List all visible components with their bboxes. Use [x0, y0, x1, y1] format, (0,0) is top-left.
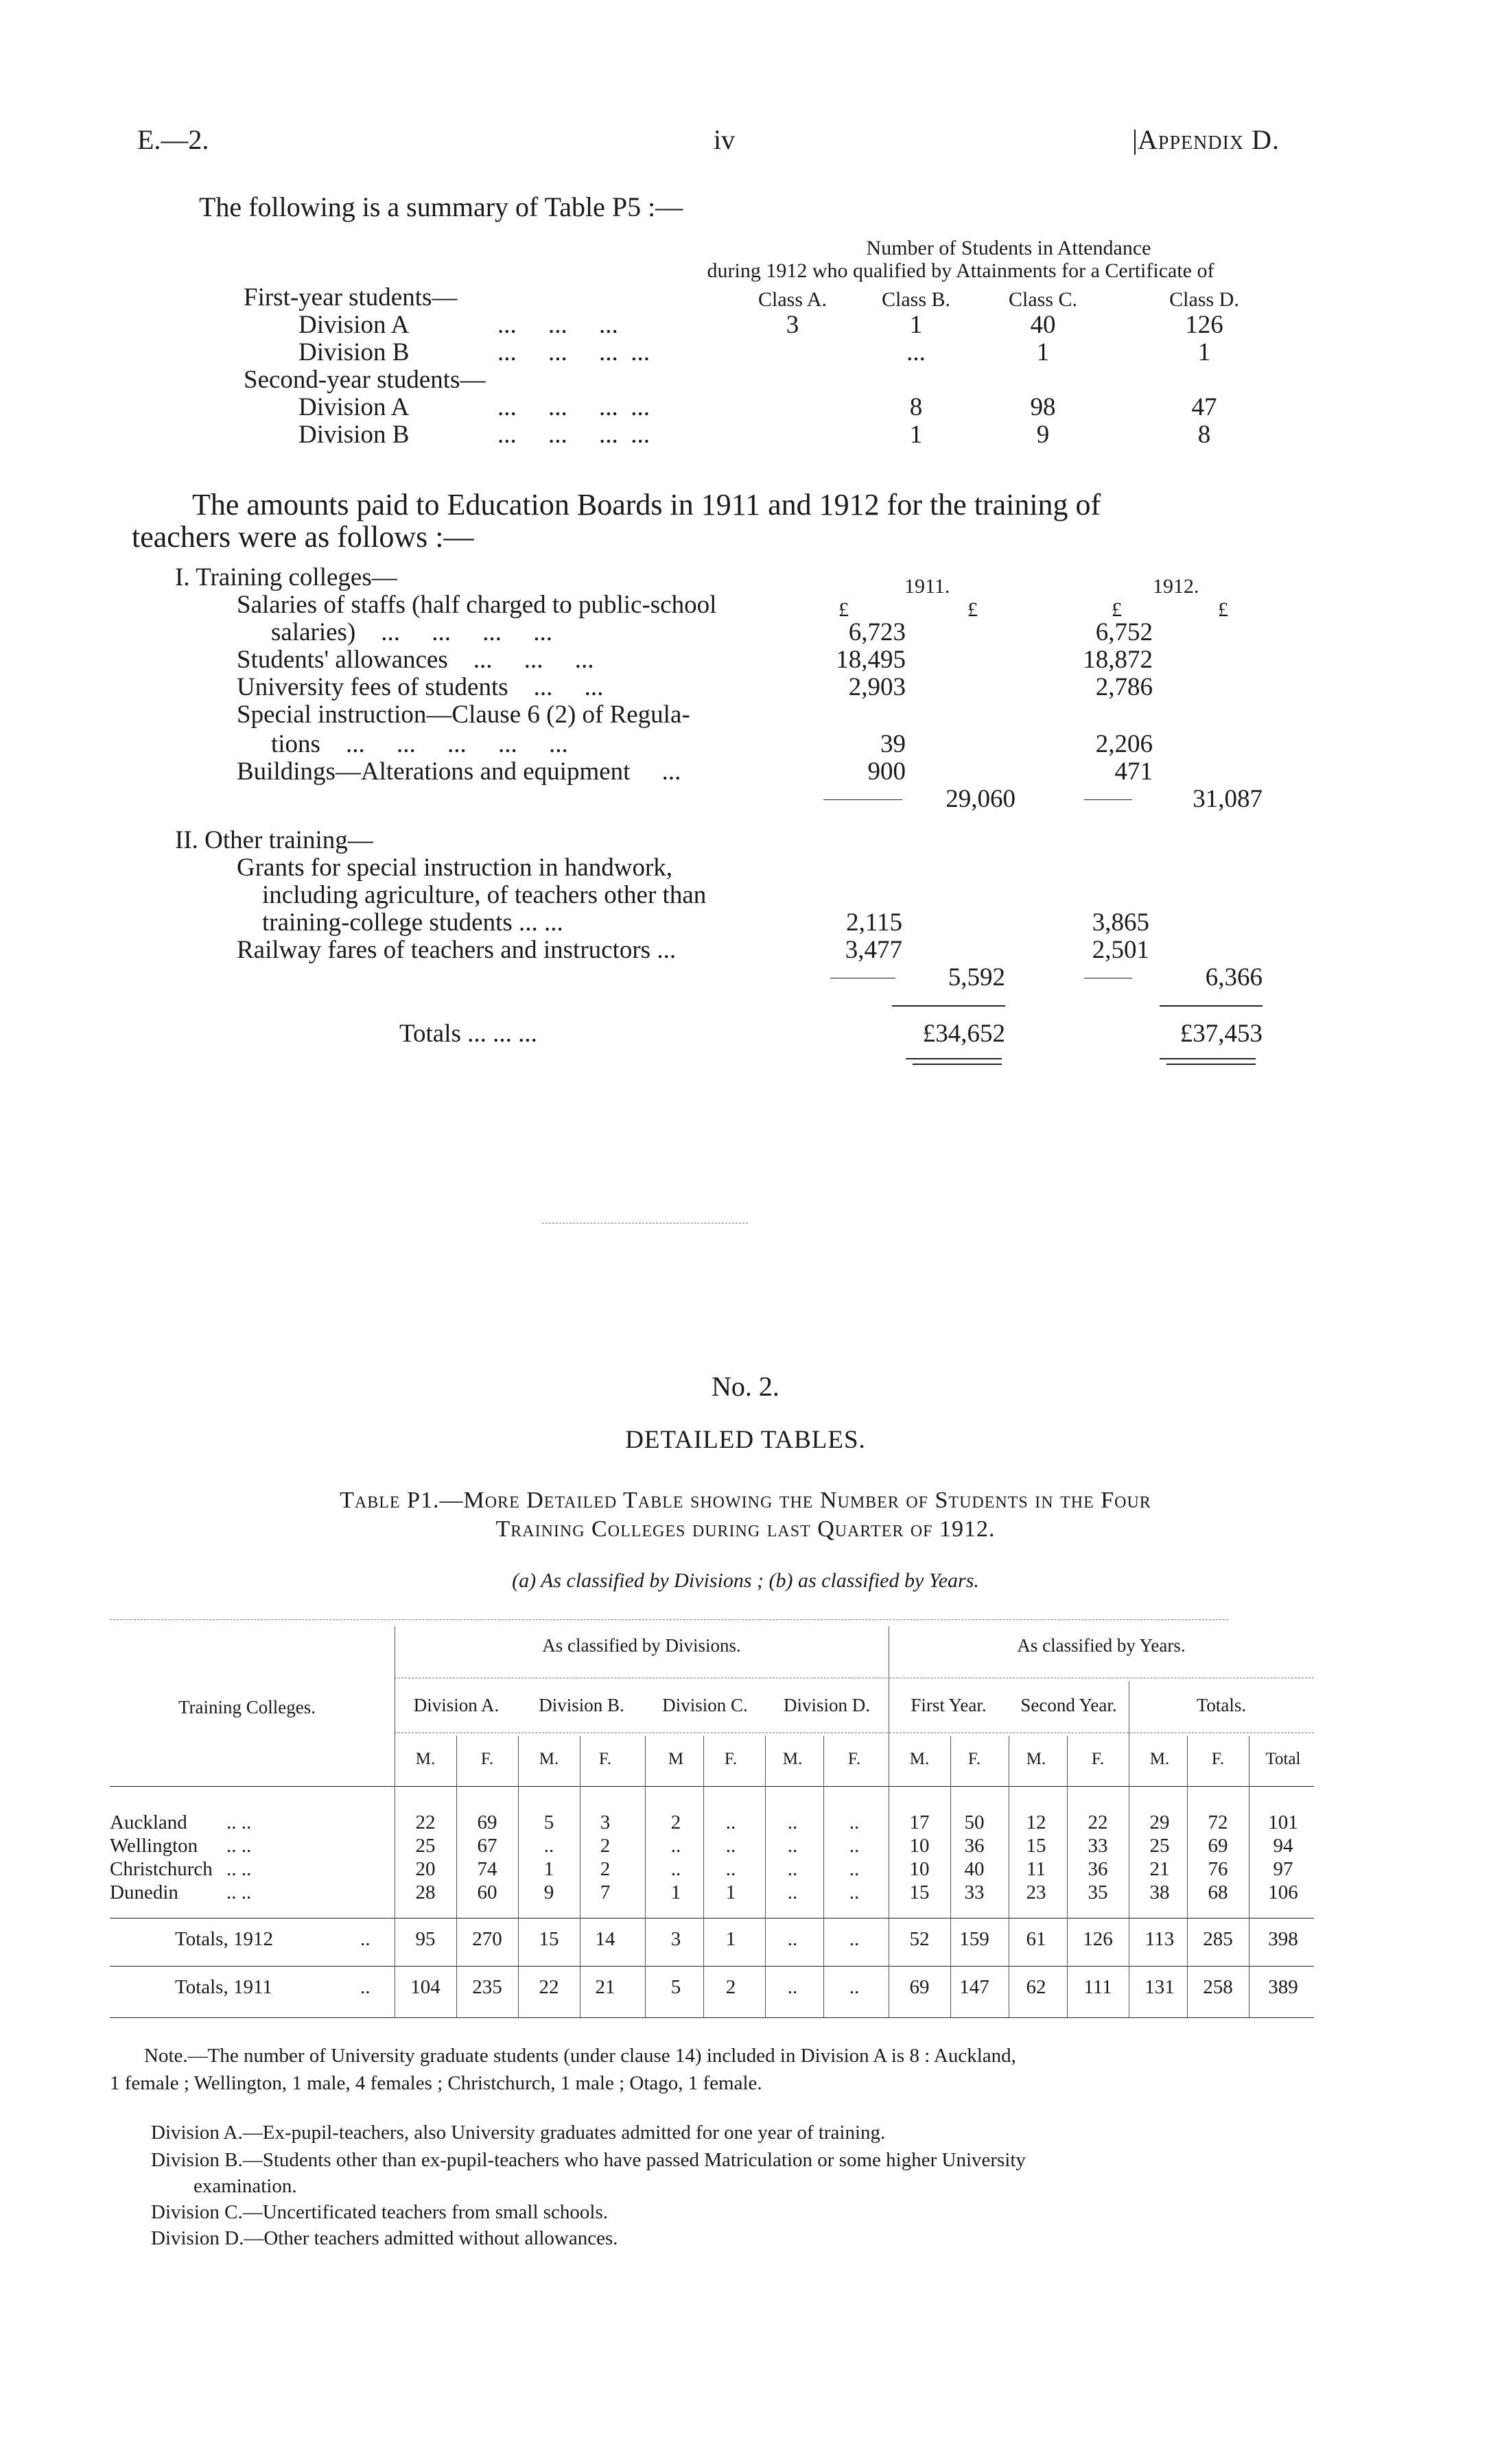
year-1911: 1911. [904, 575, 950, 598]
totals-cell: .. [849, 1976, 860, 1998]
totals-cell: 2 [725, 1976, 736, 1998]
totals-rule-a2 [913, 1064, 1002, 1065]
table-cell: .. [543, 1835, 554, 1857]
sex-header: F. [724, 1750, 738, 1768]
table-cell: .. [849, 1811, 860, 1833]
table-subtitle: (a) As classified by Divisions ; (b) as classified by Years. [512, 1569, 979, 1592]
page-number: iv [714, 124, 736, 155]
college-item-label: Students' allowances ... ... ... [237, 646, 594, 674]
pound-3: £ [1112, 598, 1122, 621]
grants-line-1: Grants for special instruction in handwork, [237, 854, 673, 882]
totals-cell: 15 [539, 1928, 559, 1950]
row-dots: .. .. [226, 1881, 252, 1903]
table-cell: .. [725, 1858, 736, 1880]
sex-header: F. [967, 1750, 981, 1768]
page-ref: E.—2. [137, 124, 209, 155]
sex-header: M. [415, 1750, 436, 1768]
table-cell: 15 [1026, 1835, 1046, 1857]
def-division-b: Division B.—Students other than ex-pupil-teachers who have passed Matriculation or some higher University [151, 2149, 1026, 2171]
def-division-b-cont: examination. [193, 2175, 297, 2197]
subgroup-header: Totals. [1196, 1695, 1247, 1715]
college-item-label: University fees of students ... ... [237, 673, 604, 701]
sex-header: F. [1091, 1750, 1105, 1768]
college-item-1912: 471 [1114, 758, 1153, 786]
table-cell: 5 [543, 1811, 554, 1833]
table-cell: 23 [1026, 1881, 1046, 1903]
summary-row-dots: ... ... ... ... [497, 338, 650, 366]
note-line-2: 1 female ; Wellington, 1 male, 4 females ; Christchurch, 1 male ; Otago, 1 female. [110, 2072, 762, 2094]
totals-cell: .. [787, 1928, 798, 1950]
table-cell: 94 [1273, 1835, 1293, 1857]
sex-header: M. [1149, 1750, 1170, 1768]
college-item-1911: 39 [880, 730, 906, 758]
table-cell: .. [670, 1835, 681, 1857]
row-dots: .. [360, 1976, 371, 1998]
summary-cell: 1 [909, 421, 923, 449]
college-item-label: Special instruction—Clause 6 (2) of Regula- [237, 701, 690, 729]
railway-fares: Railway fares of teachers and instructors ... [237, 936, 677, 964]
table-cell: .. [725, 1835, 736, 1857]
table-cell: 22 [1088, 1811, 1108, 1833]
totals-cell: 52 [909, 1928, 930, 1950]
summary-row-label: First-year students— [244, 283, 458, 312]
college-item-1911: 6,723 [848, 618, 906, 646]
table-cell: .. [787, 1835, 798, 1857]
totals-cell: 69 [909, 1976, 930, 1998]
row-dots: .. .. [226, 1858, 252, 1880]
summary-cell: 1 [1036, 338, 1050, 366]
totals-1912: £37,453 [1179, 1020, 1263, 1048]
sex-header: F. [480, 1750, 494, 1768]
sex-header: M. [1026, 1750, 1046, 1768]
table-cell: 69 [1208, 1835, 1228, 1857]
table-cell: 40 [964, 1858, 985, 1880]
table-cell: .. [849, 1835, 860, 1857]
totals-rule-a1 [906, 1058, 1002, 1059]
section-training-colleges: I. Training colleges— [175, 563, 397, 591]
totals-cell: 22 [539, 1976, 559, 1998]
table-cell: 74 [477, 1858, 497, 1880]
totals-cell: 5 [670, 1976, 681, 1998]
table-cell: 36 [964, 1835, 985, 1857]
totals-rule-top-a [892, 1005, 1005, 1007]
table-cell: 106 [1268, 1881, 1298, 1903]
amounts-intro-2: teachers were as follows :— [132, 520, 474, 554]
table-cell: 3 [600, 1811, 611, 1833]
row-dots: .. .. [226, 1835, 252, 1857]
table-cell: 2 [600, 1858, 611, 1880]
subgroup-header: Division B. [539, 1695, 624, 1715]
grants-line-2: including agriculture, of teachers other than [262, 881, 707, 909]
sec1-total-1911: 29,060 [946, 785, 1015, 813]
table-cell: 17 [909, 1811, 930, 1833]
col-rule [645, 1736, 646, 2017]
sex-header: F. [847, 1750, 861, 1768]
col-rule [1187, 1736, 1188, 2017]
table-cell: .. [787, 1858, 798, 1880]
table-cell: 1 [543, 1858, 554, 1880]
summary-cell: 8 [909, 393, 923, 421]
note-line-1: Note.—The number of University graduate students (under clause 14) included in Division A is 8 : Auckland, [144, 2045, 1016, 2067]
totals-cell: 14 [595, 1928, 615, 1950]
body-bottom-rule [110, 1918, 1314, 1919]
table-cell: 69 [477, 1811, 497, 1833]
table-bottom-rule [110, 2017, 1314, 2018]
table-cell: .. [787, 1881, 798, 1903]
totals-cell: 113 [1144, 1928, 1175, 1950]
sec1-rule-b [1084, 799, 1132, 800]
totals-label: Totals ... ... ... [399, 1020, 537, 1048]
subgroup-header: First Year. [911, 1695, 987, 1715]
section-number: No. 2. [712, 1371, 779, 1402]
summary-cell: 9 [1036, 421, 1050, 449]
table-cell: 22 [415, 1811, 436, 1833]
table-cell: 67 [477, 1835, 497, 1857]
totals-cell: 104 [410, 1976, 441, 1998]
subgroup-header: Second Year. [1020, 1695, 1117, 1715]
totals-name: Totals, 1911 [175, 1976, 272, 1998]
subgroup-header: Division A. [413, 1695, 500, 1715]
totals-cell: 147 [959, 1976, 989, 1998]
totals-cell: .. [849, 1928, 860, 1950]
summary-row-dots: ... ... ... ... [497, 421, 650, 449]
table-cell: 12 [1026, 1811, 1046, 1833]
summary-row-label: Division A [298, 311, 410, 339]
summary-row-label: Division A [298, 393, 410, 421]
table-cell: .. [787, 1811, 798, 1833]
table-cell: 9 [543, 1881, 554, 1903]
summary-cell: 98 [1030, 393, 1056, 421]
summary-head-1: Number of Students in Attendance [866, 237, 1151, 259]
railway-1912: 2,501 [1092, 936, 1149, 964]
table-cell: 60 [477, 1881, 497, 1903]
table-cell: 33 [1088, 1835, 1108, 1857]
table-cell: 38 [1149, 1881, 1170, 1903]
summary-cell: 3 [786, 311, 799, 339]
table-title-2: Training Colleges during last Quarter of 1912. [495, 1516, 996, 1542]
sec2-total-1911: 5,592 [948, 963, 1005, 992]
totals-name: Totals, 1912 [175, 1928, 273, 1950]
def-division-a: Division A.—Ex-pupil-teachers, also University graduates admitted for one year of training. [151, 2122, 886, 2144]
table-title-1: Table P1.—More Detailed Table showing the Number of Students in the Four [340, 1488, 1151, 1513]
appendix-text: Appendix D. [1138, 124, 1280, 155]
detailed-title: DETAILED TABLES. [625, 1426, 866, 1454]
table-cell: 25 [415, 1835, 436, 1857]
table-cell: 10 [909, 1858, 930, 1880]
section-other-training: II. Other training— [175, 826, 373, 854]
table-cell: 68 [1208, 1881, 1228, 1903]
class-a-header: Class A. [758, 288, 827, 311]
college-name: Wellington [110, 1835, 198, 1857]
summary-row-label: Division B [298, 421, 410, 449]
summary-row-dots: ... ... ... [497, 311, 618, 339]
sex-header: M [668, 1750, 684, 1768]
college-item-1912: 6,752 [1095, 618, 1153, 646]
totals-cell: 258 [1203, 1976, 1233, 1998]
subgroup-header: Division D. [783, 1695, 870, 1715]
summary-cell: 40 [1030, 311, 1056, 339]
training-colleges-header: Training Colleges. [178, 1697, 316, 1717]
summary-cell: 8 [1197, 421, 1211, 449]
totals-rule-b1 [1160, 1058, 1256, 1059]
summary-cell: 1 [909, 311, 923, 339]
sex-header: M. [782, 1750, 803, 1768]
college-item-label: Buildings—Alterations and equipment ... [237, 758, 681, 786]
row-dots: .. .. [226, 1811, 252, 1833]
amounts-intro-1: The amounts paid to Education Boards in 1911 and 1912 for the training of [192, 488, 1101, 521]
class-c-header: Class C. [1008, 288, 1078, 311]
table-cell: 15 [909, 1881, 930, 1903]
totals-cell: 389 [1268, 1976, 1298, 1998]
def-division-d: Division D.—Other teachers admitted without allowances. [151, 2227, 618, 2249]
table-cell: 1 [670, 1881, 681, 1903]
table-cell: 50 [964, 1811, 985, 1833]
table-cell: .. [849, 1858, 860, 1880]
grants-1911: 2,115 [846, 908, 902, 937]
summary-row-label: Second-year students— [244, 366, 486, 394]
totals-cell: 270 [472, 1928, 502, 1950]
col-rule [1067, 1736, 1068, 2017]
college-item-label: Salaries of staffs (half charged to public-school [237, 591, 717, 619]
totals-cell: 111 [1083, 1976, 1112, 1998]
def-division-c: Division C.—Uncertificated teachers from small schools. [151, 2201, 609, 2223]
table-cell: 97 [1273, 1858, 1293, 1880]
sec1-rule-a [823, 799, 902, 800]
summary-cell: 47 [1191, 393, 1217, 421]
totals-rule-top-b [1160, 1005, 1263, 1007]
class-b-header: Class B. [881, 288, 951, 311]
grants-line-3: training-college students ... ... [262, 908, 563, 937]
totals-cell: 131 [1144, 1976, 1175, 1998]
summary-row-label: Division B [298, 338, 410, 366]
grants-1912: 3,865 [1092, 908, 1149, 937]
totals-cell: 1 [725, 1928, 736, 1950]
table-cell: 33 [964, 1881, 985, 1903]
totals-cell: 159 [959, 1928, 989, 1950]
college-name: Dunedin [110, 1881, 178, 1903]
appendix-label: |Appendix D. [1132, 124, 1280, 155]
table-cell: 101 [1268, 1811, 1298, 1833]
table-cell: .. [725, 1811, 736, 1833]
summary-cell: 126 [1185, 311, 1223, 339]
sex-header: M. [539, 1750, 559, 1768]
college-name: Auckland [110, 1811, 187, 1833]
table-cell: 76 [1208, 1858, 1228, 1880]
railway-1911: 3,477 [845, 936, 902, 964]
table-cell: 36 [1088, 1858, 1108, 1880]
col-rule [456, 1736, 457, 2017]
college-item-label-cont: tions ... ... ... ... ... [271, 730, 568, 758]
table-cell: .. [849, 1881, 860, 1903]
table-cell: 28 [415, 1881, 436, 1903]
table-cell: 20 [415, 1858, 436, 1880]
totals-cell: 3 [670, 1928, 681, 1950]
sex-header: M. [909, 1750, 930, 1768]
totals-rule-b2 [1166, 1064, 1256, 1065]
header-bottom-rule [110, 1786, 1314, 1787]
pound-1: £ [838, 598, 849, 621]
sex-header: F. [1211, 1750, 1225, 1768]
col-rule [823, 1736, 824, 2017]
table-cell: 29 [1149, 1811, 1170, 1833]
college-item-1912: 18,872 [1083, 646, 1153, 674]
table-cell: .. [670, 1858, 681, 1880]
sec2-total-1912: 6,366 [1205, 963, 1263, 992]
totals-1912-rule [110, 1966, 1314, 1967]
summary-intro: The following is a summary of Table P5 :— [199, 191, 683, 222]
table-cell: 72 [1208, 1811, 1228, 1833]
pound-4: £ [1218, 598, 1228, 621]
table-cell: 1 [725, 1881, 736, 1903]
totals-cell: 21 [595, 1976, 615, 1998]
table-cell: 11 [1026, 1858, 1046, 1880]
summary-cell: ... [906, 338, 926, 366]
table-cell: 25 [1149, 1835, 1170, 1857]
totals-cell: 61 [1026, 1928, 1046, 1950]
totals-1911: £34,652 [922, 1020, 1005, 1048]
sex-header: Total [1265, 1750, 1301, 1768]
totals-cell: .. [787, 1976, 798, 1998]
college-item-1912: 2,206 [1095, 730, 1153, 758]
totals-cell: 285 [1203, 1928, 1233, 1950]
sec1-total-1912: 31,087 [1193, 785, 1263, 813]
college-item-1911: 2,903 [848, 673, 906, 701]
totals-cell: 235 [472, 1976, 502, 1998]
totals-cell: 62 [1026, 1976, 1046, 1998]
table-cell: 35 [1088, 1881, 1108, 1903]
table-cell: 2 [670, 1811, 681, 1833]
college-item-1911: 900 [867, 758, 906, 786]
college-item-label-cont: salaries) ... ... ... ... [271, 618, 553, 646]
divisions-group-header: As classified by Divisions. [542, 1635, 741, 1656]
year-1912: 1912. [1153, 575, 1199, 598]
college-item-1911: 18,495 [836, 646, 906, 674]
college-item-1912: 2,786 [1095, 673, 1153, 701]
subgroup-header: Division C. [662, 1695, 748, 1715]
table-cell: 2 [600, 1835, 611, 1857]
row-dots: .. [360, 1928, 371, 1950]
college-name: Christchurch [110, 1858, 213, 1880]
table-top-rule [110, 1619, 1228, 1620]
totals-cell: 95 [415, 1928, 436, 1950]
years-group-header: As classified by Years. [1017, 1635, 1186, 1656]
sex-header: F. [598, 1750, 612, 1768]
totals-cell: 398 [1268, 1928, 1298, 1950]
class-d-header: Class D. [1169, 288, 1239, 311]
summary-row-dots: ... ... ... ... [497, 393, 650, 421]
table-cell: 21 [1149, 1858, 1170, 1880]
pound-2: £ [967, 598, 978, 621]
col-rule [518, 1736, 519, 2017]
summary-cell: 1 [1197, 338, 1211, 366]
table-cell: 10 [909, 1835, 930, 1857]
table-cell: 7 [600, 1881, 611, 1903]
totals-cell: 126 [1083, 1928, 1113, 1950]
summary-head-2: during 1912 who qualified by Attainments for a Certificate of [707, 259, 1214, 282]
